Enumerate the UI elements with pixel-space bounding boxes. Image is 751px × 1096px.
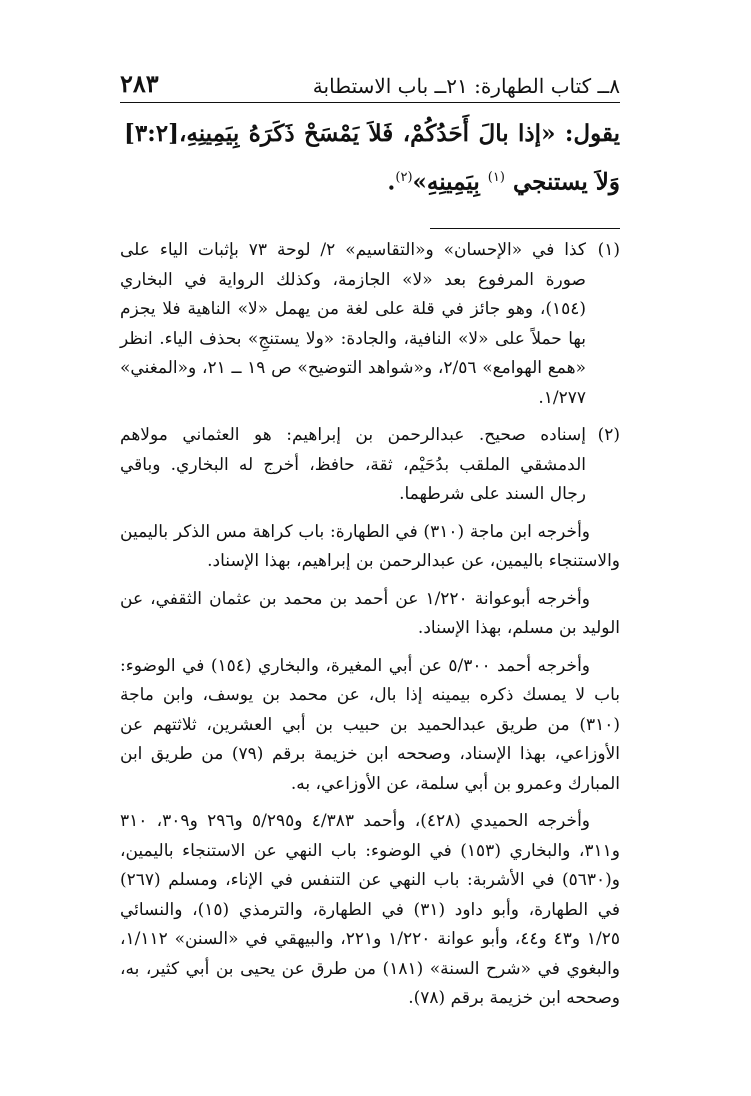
footnote-separator: [430, 228, 620, 229]
page-header: [120, 58, 620, 103]
footnote-marker-2: (٢): [395, 170, 413, 185]
footnotes: [120, 236, 620, 1014]
hadith-reference: [٣:٢]: [124, 120, 179, 147]
footnote-paragraph: وأخرجه الحميدي (٤٢٨)، وأحمد ٤/٣٨٣ و٥/٢٩٥ و٢٩٦ و٣٠٩، ٣١٠ و٣١١، والبخاري (١٥٣) في الوضوء: باب النهي عن الاستنجاء باليمين، و(٥٦٣٠) في الأشربة: باب النهي عن التنفس في الإناء، ومسلم (٢٦٧) في الطهارة، وأبو داود (٣١) في الطهارة، والترمذي (١٥)، والنسائي ١/٢٥ و٤٣ و٤٤، وأبو عوانة ١/٢٢٠ و٢٢١، والبيهقي في «السنن» ١/١١٢، والبغوي في «شرح السنة» (١٨١) من طرق عن يحيى بن أبي كثير، به، وصححه ابن خزيمة برقم (٧٨).: [120, 811, 621, 1008]
footnote-paragraph: وأخرجه ابن ماجة (٣١٠) في الطهارة: باب كراهة مس الذكر باليمين والاستنجاء باليمين، عن عبدالرحمن بن إبراهيم، بهذا الإسناد.: [120, 521, 620, 571]
footnote-number: (٢): [597, 425, 620, 445]
footnote-paragraph: إسناده صحيح. عبدالرحمن بن إبراهيم: هو العثماني مولاهم الدمشقي الملقب بدُحَيْم، ثقة، حافظ، أخرج له البخاري. وباقي رجال السند على شرطهما.: [120, 425, 586, 504]
footnote: [120, 421, 620, 1014]
footnote: [120, 236, 620, 413]
footnote-paragraph: وأخرجه أبوعوانة ١/٢٢٠ عن أحمد بن محمد بن عثمان الثقفي، عن الوليد بن مسلم، بهذا الإسناد.: [120, 588, 620, 638]
hadith-body-end: بِيَمِينِهِ»: [412, 168, 480, 196]
running-title: ٨ــ كتاب الطهارة: ٢١ــ باب الاستطابة: [312, 74, 620, 98]
hadith-period: .: [387, 168, 396, 196]
footnote-marker-1: (١): [487, 170, 505, 185]
hadith-body: يقول: «إذا بالَ أَحَدُكُمْ، فَلاَ يَمْسَحْ ذَكَرَهُ بِيَمِينِهِ، وَلاَ يستنجي: [178, 120, 620, 196]
hadith-text: [120, 112, 620, 205]
footnote-paragraph: وأخرجه أحمد ٥/٣٠٠ عن أبي المغيرة، والبخاري (١٥٤) في الوضوء: باب لا يمسك ذكره بيمينه إذا بال، عن محمد بن يوسف، وابن ماجة (٣١٠) من طريق عبدالحميد بن حبيب بن أبي العشرين، ثلاثتهم عن الأوزاعي، بهذا الإسناد، وصححه ابن خزيمة برقم (٧٩) من طريق ابن المبارك وعمرو بن أبي سلمة، عن الأوزاعي، به.: [120, 655, 621, 794]
footnote-number: (١): [597, 240, 620, 260]
page-number: ٢٨٣: [120, 69, 159, 98]
footnote-paragraph: كذا في «الإحسان» و«التقاسيم» ٢/ لوحة ٧٣ بإثبات الياء على صورة المرفوع بعد «لا» الجازمة، وكذلك الرواية في البخاري (١٥٤)، وهو جائز في قلة على لغة من يهمل «لا» الناهية فلا يجزم بها حملاً على «لا» النافية، والجادة: «ولا يستنجِ» بحذف الياء. انظر «همع الهوامع» ٢/٥٦، و«شواهد التوضيح» ص ١٩ ــ ٢١، و«المغني» ١/٢٧٧.: [120, 240, 586, 408]
